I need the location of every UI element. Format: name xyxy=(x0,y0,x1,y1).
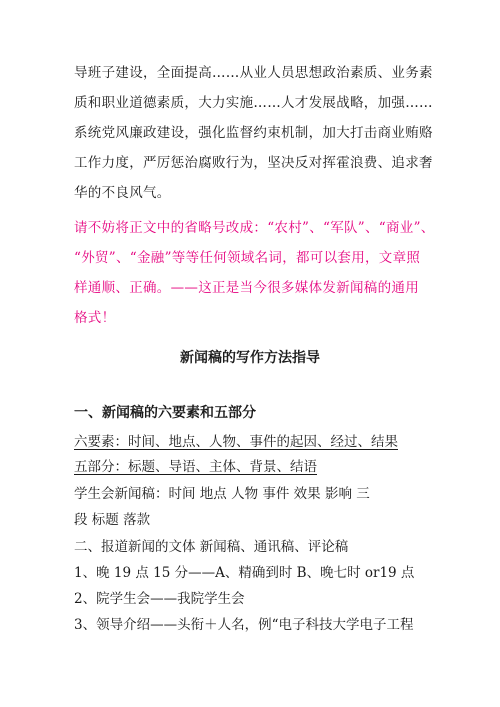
five-parts-line: 五部分：标题、导语、主体、背景、结语 xyxy=(74,459,317,475)
intro-line: 工作力度，严厉惩治腐败行为，坚决反对挥霍浪费、追求奢 xyxy=(74,155,433,171)
intro-paragraph xyxy=(74,58,433,208)
student-union-line: 学生会新闻稿：时间 地点 人物 事件 效果 影响 三 xyxy=(74,486,370,502)
list-item: 3、领导介绍——头衔＋人名，例“电子科技大学电子工程 xyxy=(74,617,414,633)
intro-line: 华的不良风气。 xyxy=(74,185,171,201)
note-paragraph xyxy=(74,213,435,333)
note-line: 格式！ xyxy=(74,310,116,326)
document-title: 新闻稿的写作方法指导 xyxy=(180,350,320,366)
intro-line: 质和职业道德素质，大力实施……人才发展战略，加强…… xyxy=(74,95,433,111)
intro-line: 导班子建设，全面提高……从业人员思想政治素质、业务素 xyxy=(74,65,433,81)
genre-line: 二、报道新闻的文体 新闻稿、通讯稿、评论稿 xyxy=(74,539,349,555)
student-union-line-cont: 段 标题 落款 xyxy=(74,512,151,528)
intro-line: 系统党风廉政建设，强化监督约束机制，加大打击商业贿赂 xyxy=(74,125,433,141)
note-line: “外贸”、“金融”等等任何领域名词，都可以套用，文章照 xyxy=(74,250,421,266)
note-line: 样通顺、正确。——这正是当今很多媒体发新闻稿的通用 xyxy=(74,280,419,296)
six-elements-line: 六要素：时间、地点、人物、事件的起因、经过、结果 xyxy=(74,434,398,450)
list-item: 2、院学生会——我院学生会 xyxy=(74,591,245,607)
section-heading: 一、新闻稿的六要素和五部分 xyxy=(74,405,256,421)
list-item: 1、晚 19 点 15 分——A、精确到时 B、晚七时 or19 点 xyxy=(74,565,415,581)
note-line: 请不妨将正文中的省略号改成：“农村”、“军队”、“商业”、 xyxy=(74,220,435,236)
